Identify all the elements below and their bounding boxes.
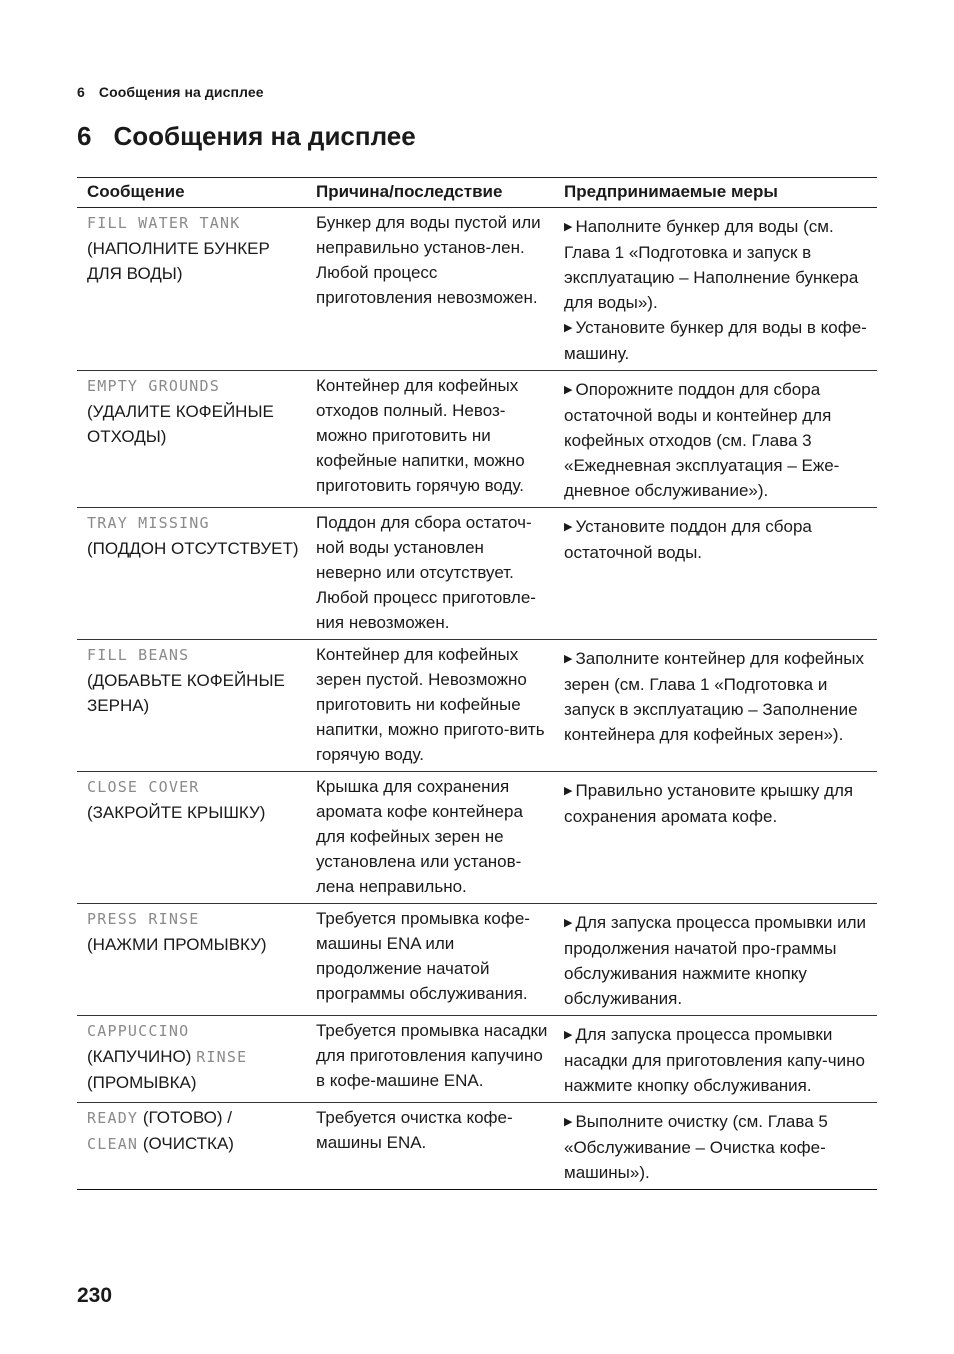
- message-cell: [77, 208, 306, 371]
- action-text: Опорожните поддон для сбора остаточной воды и контейнер для кофейных отходов (см. Глава 3 «Ежедневная эксплуатация – Еже-дневное обслуживание»).: [564, 380, 840, 500]
- bullet-triangle-icon: ▶: [564, 785, 573, 797]
- messages-table: [77, 177, 877, 1190]
- cause-cell: Требуется промывка кофе-машины ENA или продолжение начатой программы обслуживания.: [306, 904, 554, 1016]
- action-item: [564, 214, 871, 315]
- action-cell: [554, 371, 877, 508]
- bullet-triangle-icon: ▶: [564, 322, 573, 334]
- table-row: [77, 772, 877, 904]
- action-text: Правильно установите крышку для сохранения аромата кофе.: [564, 781, 854, 826]
- message-translation: (УДАЛИТЕ КОФЕЙНЫЕ ОТХОДЫ): [87, 402, 274, 446]
- message-cell: [77, 640, 306, 772]
- display-message: FILL BEANS: [87, 646, 190, 664]
- cause-cell: Требуется промывка насадки для приготовления капучино в кофе-машине ENA.: [306, 1016, 554, 1103]
- message-cell: [77, 904, 306, 1016]
- chapter-title-text: Сообщения на дисплее: [113, 121, 416, 151]
- action-text: Наполните бункер для воды (см. Глава 1 «Подготовка и запуск в эксплуатацию – Наполнение бункера для воды»).: [564, 217, 859, 312]
- message-cell: [77, 508, 306, 640]
- display-message-secondary: RINSE: [196, 1048, 248, 1066]
- action-cell: [554, 772, 877, 904]
- action-item: [564, 910, 871, 1011]
- table-row: [77, 640, 877, 772]
- running-header-number: 6: [77, 84, 85, 100]
- action-item: [564, 1022, 871, 1098]
- table-row: [77, 208, 877, 371]
- action-item: [564, 646, 871, 747]
- bullet-triangle-icon: ▶: [564, 384, 573, 396]
- display-message: TRAY MISSING: [87, 514, 210, 532]
- action-item: [564, 377, 871, 503]
- cause-cell: Контейнер для кофейных отходов полный. Невоз-можно приготовить ни кофейные напитки, можно приготовить горячую воду.: [306, 371, 554, 508]
- table-row: [77, 904, 877, 1016]
- action-text: Установите бункер для воды в кофе-машину.: [564, 318, 867, 363]
- bullet-triangle-icon: ▶: [564, 1116, 573, 1128]
- table-row: [77, 1103, 877, 1190]
- message-translation: (ДОБАВЬТЕ КОФЕЙНЫЕ ЗЕРНА): [87, 671, 285, 715]
- message-cell: [77, 1016, 306, 1103]
- cause-cell: Поддон для сбора остаточ-ной воды установлен неверно или отсутствует. Любой процесс приготовле-ния невозможен.: [306, 508, 554, 640]
- bullet-triangle-icon: ▶: [564, 917, 573, 929]
- message-translation: (ПОДДОН ОТСУТСТВУЕТ): [87, 539, 299, 558]
- table-header-row: [77, 178, 877, 208]
- cause-cell: Контейнер для кофейных зерен пустой. Невозможно приготовить ни кофейные напитки, можно пригото-вить горячую воду.: [306, 640, 554, 772]
- cause-cell: Крышка для сохранения аромата кофе контейнера для кофейных зерен не установлена или установ-лена неправильно.: [306, 772, 554, 904]
- message-translation: (НАЖМИ ПРОМЫВКУ): [87, 935, 267, 954]
- message-translation-secondary: (ОЧИСТКА): [142, 1134, 234, 1153]
- action-cell: [554, 1103, 877, 1190]
- display-message: CLOSE COVER: [87, 778, 200, 796]
- display-message: EMPTY GROUNDS: [87, 377, 220, 395]
- action-cell: [554, 1016, 877, 1103]
- message-translation: (ГОТОВО) /: [142, 1108, 232, 1127]
- message-translation: (НАПОЛНИТЕ БУНКЕР ДЛЯ ВОДЫ): [87, 239, 270, 283]
- header-message: Сообщение: [77, 178, 306, 208]
- action-cell: [554, 508, 877, 640]
- cause-cell: Требуется очистка кофе-машины ENA.: [306, 1103, 554, 1190]
- message-cell: [77, 772, 306, 904]
- header-actions: Предпринимаемые меры: [554, 178, 877, 208]
- table-row: [77, 508, 877, 640]
- display-message: READY: [87, 1109, 139, 1127]
- chapter-number: 6: [77, 121, 92, 151]
- table-row: [77, 1016, 877, 1103]
- header-cause: Причина/последствие: [306, 178, 554, 208]
- action-text: Установите поддон для сбора остаточной воды.: [564, 517, 812, 562]
- chapter-title: [77, 121, 416, 152]
- action-cell: [554, 904, 877, 1016]
- message-translation: (ЗАКРОЙТЕ КРЫШКУ): [87, 803, 266, 822]
- table-row: [77, 371, 877, 508]
- action-cell: [554, 640, 877, 772]
- bullet-triangle-icon: ▶: [564, 221, 573, 233]
- action-item: [564, 1109, 871, 1185]
- action-cell: [554, 208, 877, 371]
- action-text: Для запуска процесса промывки насадки для приготовления капу-чино нажмите кнопку обслуживания.: [564, 1025, 865, 1095]
- action-text: Выполните очистку (см. Глава 5 «Обслуживание – Очистка кофе-машины»).: [564, 1112, 828, 1182]
- action-item: [564, 514, 871, 565]
- message-cell: [77, 371, 306, 508]
- action-item: [564, 778, 871, 829]
- page-number: 230: [77, 1284, 113, 1307]
- running-header: [77, 84, 264, 100]
- action-text: Заполните контейнер для кофейных зерен (см. Глава 1 «Подготовка и запуск в эксплуатацию – Заполнение контейнера для кофейных зерен»).: [564, 649, 864, 744]
- message-cell: [77, 1103, 306, 1190]
- bullet-triangle-icon: ▶: [564, 653, 573, 665]
- bullet-triangle-icon: ▶: [564, 1029, 573, 1041]
- running-header-title: Сообщения на дисплее: [98, 84, 264, 100]
- display-message: FILL WATER TANK: [87, 214, 241, 232]
- display-message: CAPPUCCINO: [87, 1022, 190, 1040]
- cause-cell: Бункер для воды пустой или неправильно установ-лен. Любой процесс приготовления невозможен.: [306, 208, 554, 371]
- action-text: Для запуска процесса промывки или продолжения начатой про-граммы обслуживания нажмите кнопку обслуживания.: [564, 913, 866, 1008]
- bullet-triangle-icon: ▶: [564, 521, 573, 533]
- display-message: PRESS RINSE: [87, 910, 200, 928]
- message-translation-secondary: (ПРОМЫВКА): [87, 1073, 197, 1092]
- action-item: [564, 315, 871, 366]
- display-message-secondary: CLEAN: [87, 1135, 139, 1153]
- message-translation: (КАПУЧИНО): [87, 1047, 192, 1066]
